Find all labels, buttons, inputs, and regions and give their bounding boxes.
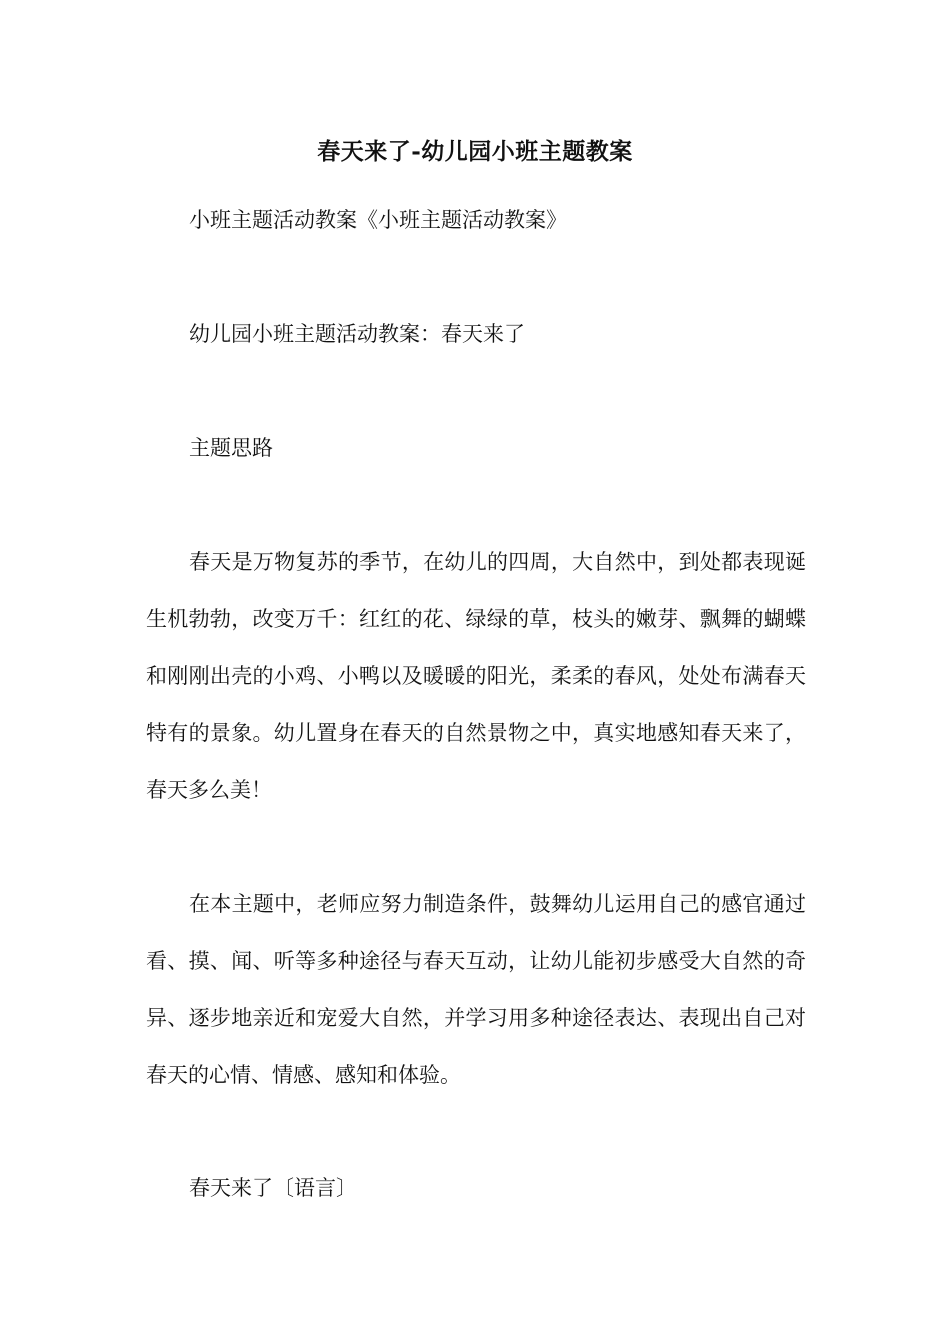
paragraph-spring-description: 春天是万物复苏的季节，在幼儿的四周，大自然中，到处都表现诞生机勃勃，改变万千：红红的花、绿绿的草，枝头的嫩芽、飘舞的蝴蝶和刚刚出壳的小鸡、小鸭以及暖暖的阳光，柔柔的春风，处处布满春天特有的景象。幼儿置身在春天的自然景物之中，真实地感知春天来了，春天多么美！ [146,550,806,802]
paragraph-lesson-heading: 幼儿园小班主题活动教案：春天来了 [189,322,525,346]
document-title: 春天来了-幼儿园小班主题教案 [317,138,633,165]
paragraph-subtitle: 小班主题活动教案《小班主题活动教案》 [189,208,567,232]
paragraph-teacher-guidance: 在本主题中，老师应努力制造条件，鼓舞幼儿运用自己的感官通过看、摸、闻、听等多种途径与春天互动，让幼儿能初步感受大自然的奇异、逐步地亲近和宠爱大自然，并学习用多种途径表达、表现出自己对春天的心情、情感、感知和体验。 [146,892,806,1087]
paragraph-theme-idea-heading: 主题思路 [189,436,273,460]
paragraph-section-heading: 春天来了〔语言〕 [189,1176,357,1200]
